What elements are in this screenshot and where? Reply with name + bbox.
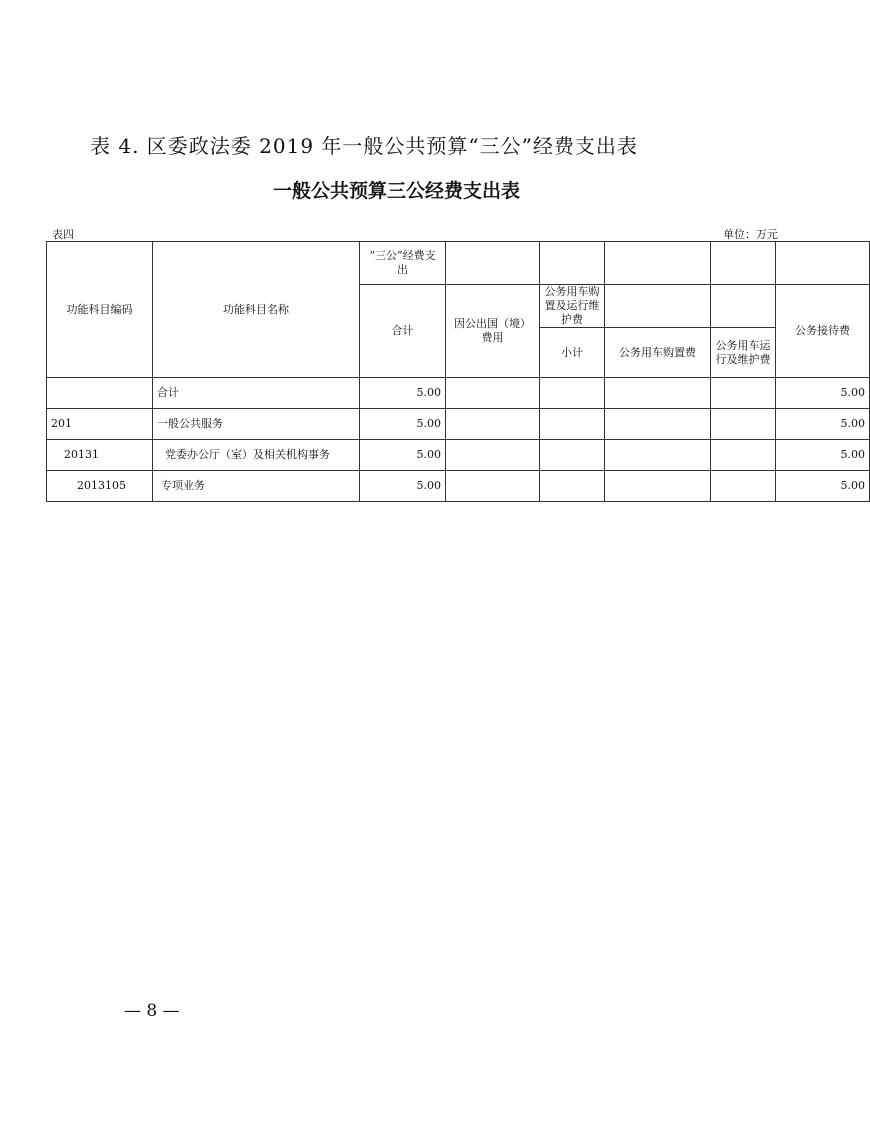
- header-code: 功能科目编码: [47, 242, 153, 378]
- row-subtotal: [540, 471, 605, 502]
- budget-table: [46, 241, 870, 502]
- row-reception: 5.00: [776, 378, 870, 409]
- header-name: 功能科目名称: [153, 242, 360, 378]
- header-vehicle: 公务用车购置及运行维护费: [540, 285, 605, 328]
- header-operation: 公务用车运行及维护费: [711, 328, 776, 378]
- row-name: 党委办公厅（室）及相关机构事务: [153, 440, 360, 471]
- page-number: — 8 —: [124, 1001, 180, 1021]
- row-total: 5.00: [360, 440, 446, 471]
- table-row: [47, 378, 870, 409]
- header-subtotal: 小计: [540, 328, 605, 378]
- header-total: 合计: [360, 285, 446, 378]
- row-name: 专项业务: [153, 471, 360, 502]
- header-blank-cell: [446, 242, 540, 285]
- row-purchase: [605, 471, 711, 502]
- page-heading: 表 4. 区委政法委 2019 年一般公共预算“三公”经费支出表: [90, 134, 638, 158]
- header-blank-cell: [605, 242, 711, 285]
- row-subtotal: [540, 378, 605, 409]
- row-code: 2013105: [47, 471, 153, 502]
- table-row: [47, 409, 870, 440]
- row-purchase: [605, 440, 711, 471]
- table-row: [47, 440, 870, 471]
- row-abroad: [446, 471, 540, 502]
- row-name: 合计: [153, 378, 360, 409]
- row-subtotal: [540, 409, 605, 440]
- header-blank-cell: [776, 242, 870, 285]
- header-blank-cell: [711, 242, 776, 285]
- header-abroad: 因公出国（境）费用: [446, 285, 540, 378]
- row-operation: [711, 378, 776, 409]
- row-code: 20131: [47, 440, 153, 471]
- row-reception: 5.00: [776, 471, 870, 502]
- row-total: 5.00: [360, 471, 446, 502]
- table-title: 一般公共预算三公经费支出表: [272, 180, 520, 202]
- row-operation: [711, 409, 776, 440]
- row-reception: 5.00: [776, 440, 870, 471]
- header-sangong: “三公”经费支出: [360, 242, 446, 285]
- row-code: 201: [47, 409, 153, 440]
- header-row-top: [47, 242, 870, 285]
- row-total: 5.00: [360, 378, 446, 409]
- row-abroad: [446, 378, 540, 409]
- table-row: [47, 471, 870, 502]
- row-code: [47, 378, 153, 409]
- row-abroad: [446, 440, 540, 471]
- row-name: 一般公共服务: [153, 409, 360, 440]
- row-operation: [711, 471, 776, 502]
- header-blank-cell: [711, 285, 776, 328]
- row-purchase: [605, 378, 711, 409]
- header-blank-cell: [605, 285, 711, 328]
- row-purchase: [605, 409, 711, 440]
- row-total: 5.00: [360, 409, 446, 440]
- row-operation: [711, 440, 776, 471]
- unit-label: 单位：万元: [723, 228, 778, 241]
- row-subtotal: [540, 440, 605, 471]
- header-blank-cell: [540, 242, 605, 285]
- row-reception: 5.00: [776, 409, 870, 440]
- table-id-label: 表四: [52, 228, 74, 241]
- row-abroad: [446, 409, 540, 440]
- header-purchase: 公务用车购置费: [605, 328, 711, 378]
- header-reception: 公务接待费: [776, 285, 870, 378]
